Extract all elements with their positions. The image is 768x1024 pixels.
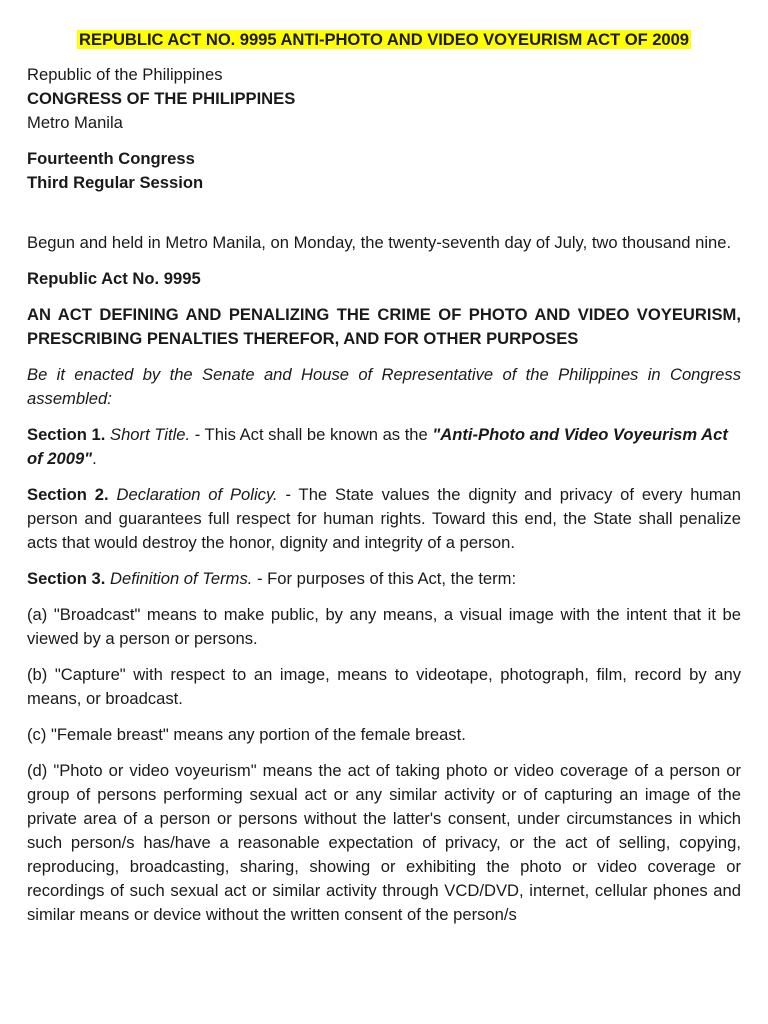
section-3-heading: Definition of Terms. (110, 569, 253, 588)
document-title: REPUBLIC ACT NO. 9995 ANTI-PHOTO AND VIDEO VOYEURISM ACT OF 2009 (79, 30, 689, 49)
section-3-text: - For purposes of this Act, the term: (252, 569, 517, 588)
origin-block (27, 63, 741, 135)
begun-paragraph: Begun and held in Metro Manila, on Monday, the twenty-seventh day of July, two thousand nine. (27, 233, 732, 252)
section-1-tail: . (92, 449, 97, 468)
place-line: Metro Manila (27, 113, 123, 132)
congress-number: Fourteenth Congress (27, 149, 195, 168)
session-number: Third Regular Session (27, 173, 204, 192)
section-2-label: Section 2. (27, 485, 109, 504)
document-page (27, 0, 741, 939)
section-3-label: Section 3. (27, 569, 106, 588)
country-line: Republic of the Philippines (27, 65, 223, 84)
section-2 (27, 483, 741, 555)
act-number: Republic Act No. 9995 (27, 269, 201, 288)
document-title-block (27, 28, 741, 52)
session-block (27, 147, 741, 195)
section-1 (27, 423, 741, 471)
section-2-heading: Declaration of Policy. (116, 485, 278, 504)
definition-b: (b) "Capture" with respect to an image, means to videotape, photograph, film, record by any means, or broadcast. (27, 665, 741, 708)
section-1-heading: Short Title. (110, 425, 191, 444)
definition-d: (d) "Photo or video voyeurism" means the act of taking photo or video coverage of a person or group of persons performing sexual act or any similar activity or of capturing an image of the private area of a person or persons without the latter's consent, under circumstances in which such person/s has/have a reasonable expectation of privacy, or the act of selling, copying, reproducing, broadcasting, sharing, showing or exhibiting the photo or video coverage or recordings of such sexual act or similar activity through VCD/DVD, internet, cellular phones and similar means or device without the written consent of the person/s (27, 761, 741, 924)
section-3 (27, 567, 741, 591)
congress-line: CONGRESS OF THE PHILIPPINES (27, 89, 296, 108)
section-2-text: - The State values the dignity and privacy of every human person and guarantees full respect for human rights. Toward this end, the State shall penalize acts that would destroy the honor, dignity and integrity of a person. (27, 485, 741, 552)
enacting-clause: Be it enacted by the Senate and House of Representative of the Philippines in Congress assembled: (27, 365, 741, 408)
section-1-label: Section 1. (27, 425, 106, 444)
act-title: AN ACT DEFINING AND PENALIZING THE CRIME OF PHOTO AND VIDEO VOYEURISM, PRESCRIBING PENALTIES THEREFOR, AND FOR OTHER PURPOSES (27, 305, 741, 348)
section-1-text: - This Act shall be known as the (190, 425, 433, 444)
definition-a: (a) "Broadcast" means to make public, by any means, a visual image with the intent that it be viewed by a person or persons. (27, 605, 741, 648)
section-1-quote: "Anti-Photo and Video Voyeurism Act of 2009" (27, 425, 728, 468)
definition-c: (c) "Female breast" means any portion of the female breast. (27, 725, 466, 744)
